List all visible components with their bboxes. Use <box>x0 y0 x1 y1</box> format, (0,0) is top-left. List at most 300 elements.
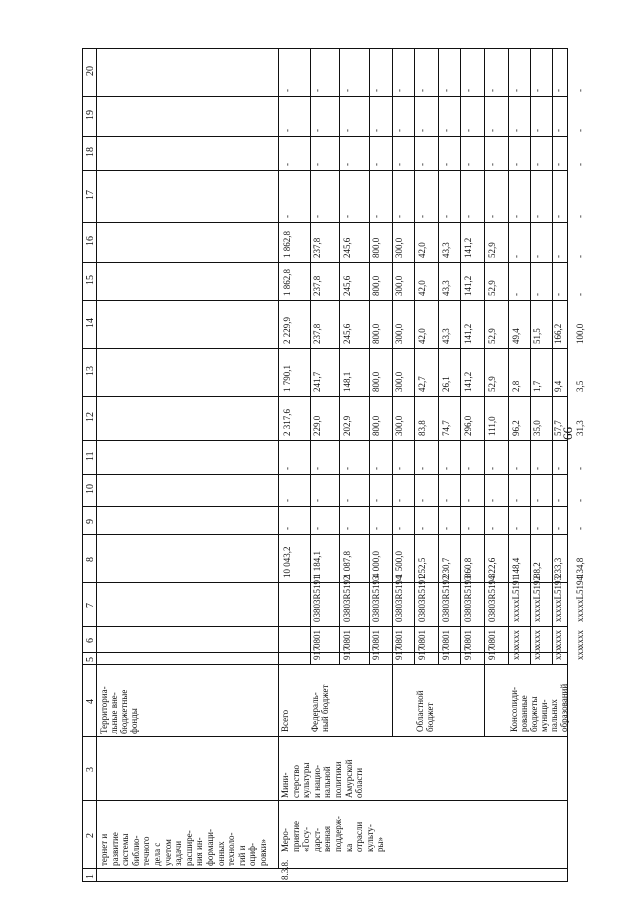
cell-c13: 300,0 <box>394 371 404 392</box>
cell-c19: - <box>394 129 404 132</box>
cell-c20: - <box>511 89 521 92</box>
cell-c17: - <box>417 215 427 218</box>
measure-col3-line: и нацио- <box>311 764 322 798</box>
cell-c5: 917 <box>342 646 352 660</box>
cell-c13: 2,8 <box>511 380 521 392</box>
cell-c12: 300,0 <box>394 415 404 436</box>
measure-col2-line: венная <box>322 826 333 852</box>
measure-col2-line: отрасли <box>354 821 365 852</box>
cell-c20: - <box>532 89 542 92</box>
cell-c6: xxxx <box>532 630 542 648</box>
cell-c17: - <box>371 215 381 218</box>
cell-c5: 917 <box>463 646 473 660</box>
column-separator <box>82 222 568 223</box>
top-block-col4-line: льные вне- <box>109 692 119 734</box>
measure-code: 8.3.8. <box>280 859 290 880</box>
cell-c8: 10 043,2 <box>282 546 292 578</box>
cell-c5: xxx <box>575 646 585 660</box>
cell-c11: - <box>487 467 497 470</box>
cell-c5: 917 <box>371 646 381 660</box>
column-number-19: 19 <box>85 110 96 120</box>
cell-c15: 42,0 <box>417 280 427 296</box>
column-number-7: 7 <box>85 603 96 608</box>
cell-c14: 2 229,9 <box>282 317 292 344</box>
cell-c10: - <box>417 499 427 502</box>
column-number-12: 12 <box>85 412 96 422</box>
cell-c6: 0801 <box>487 630 497 648</box>
cell-c15: 237,8 <box>312 275 322 296</box>
cell-c6: 0801 <box>441 630 451 648</box>
cell-c12: 83,8 <box>417 420 427 436</box>
cell-c8: 1 184,1 <box>312 551 322 578</box>
measure-col2-line: ка <box>343 843 354 852</box>
column-separator <box>82 262 568 263</box>
cell-c16: 141,2 <box>463 237 473 258</box>
row-label: пальных <box>549 699 559 732</box>
cell-c10: - <box>532 499 542 502</box>
row-separator <box>508 48 509 664</box>
cell-c6: 0801 <box>417 630 427 648</box>
cell-c14: 141,2 <box>463 323 473 344</box>
top-block-col2-line: формаци- <box>205 829 215 866</box>
column-separator <box>82 868 568 869</box>
cell-c10: - <box>511 499 521 502</box>
cell-c16: 237,8 <box>312 237 322 258</box>
cell-c9: - <box>532 527 542 530</box>
cell-c12: 2 317,6 <box>282 409 292 436</box>
cell-c17: - <box>441 215 451 218</box>
cell-c7: xxxxxL5192 <box>532 576 542 622</box>
cell-c6: xxxx <box>575 630 585 648</box>
cell-c17: - <box>282 215 292 218</box>
cell-c18: - <box>487 163 497 166</box>
top-block-col2-line: расшире- <box>183 830 194 866</box>
column-number-16: 16 <box>85 236 96 246</box>
column-separator <box>82 48 568 49</box>
cell-c14: 300,0 <box>394 323 404 344</box>
cell-c18: - <box>441 163 451 166</box>
cell-c16: 52,9 <box>487 242 497 258</box>
column-separator <box>82 300 568 301</box>
cell-c13: 800,0 <box>371 371 381 392</box>
cell-c13: 241,7 <box>312 371 322 392</box>
cell-c12: 111,0 <box>487 416 497 436</box>
column-separator <box>82 348 568 349</box>
cell-c15: 141,2 <box>463 275 473 296</box>
measure-col2-line: дарст- <box>311 828 322 852</box>
cell-c15: 800,0 <box>371 275 381 296</box>
cell-c11: - <box>532 467 542 470</box>
column-separator <box>82 96 568 97</box>
cell-c12: 96,2 <box>511 420 521 436</box>
column-separator <box>82 170 568 171</box>
cell-c13: 26,1 <box>441 376 451 392</box>
cell-c18: - <box>282 163 292 166</box>
measure-col2-line: «Госу- <box>301 826 312 852</box>
column-number-6: 6 <box>85 638 96 643</box>
cell-c5: 917 <box>417 646 427 660</box>
cell-c13: 1 790,1 <box>282 365 292 392</box>
row-label: муници- <box>539 699 549 732</box>
column-number-8: 8 <box>85 557 96 562</box>
row-separator <box>278 48 279 664</box>
cell-c9: - <box>282 527 292 530</box>
top-block-col4-line: Территориа- <box>99 686 109 734</box>
top-block-col4-line: бюджетные <box>119 689 129 734</box>
cell-c16: - <box>532 255 542 258</box>
cell-c7: 03803R5194 <box>394 575 404 622</box>
cell-c18: - <box>463 163 473 166</box>
cell-c6: xxxx <box>553 630 563 648</box>
top-block-col2-line: оциф- <box>247 843 258 866</box>
cell-c13: 3,5 <box>575 380 585 392</box>
row-separator <box>392 664 393 736</box>
row-label: рованные <box>519 695 529 732</box>
top-block-col2-line: задачи <box>173 840 184 866</box>
column-number-14: 14 <box>85 318 96 328</box>
top-block-col2-line: развитие <box>109 832 120 866</box>
cell-c18: - <box>417 163 427 166</box>
cell-c16: 43,3 <box>441 242 451 258</box>
cell-c14: 245,6 <box>342 323 352 344</box>
column-separator <box>82 800 568 801</box>
column-number-15: 15 <box>85 275 96 285</box>
cell-c9: - <box>371 527 381 530</box>
cell-c12: 202,9 <box>342 415 352 436</box>
cell-c14: 100,0 <box>575 323 585 344</box>
cell-c8: 88,2 <box>532 562 542 578</box>
cell-c5: xxx <box>532 646 542 660</box>
cell-c16: - <box>511 255 521 258</box>
column-number-17: 17 <box>85 190 96 200</box>
table-frame <box>82 48 568 882</box>
cell-c8: 322,6 <box>487 557 497 578</box>
cell-c17: - <box>511 215 521 218</box>
cell-c15: - <box>532 293 542 296</box>
cell-c12: 31,3 <box>575 420 585 436</box>
cell-c9: - <box>312 527 322 530</box>
row-separator <box>530 48 531 664</box>
cell-c11: - <box>394 467 404 470</box>
cell-c10: - <box>487 499 497 502</box>
cell-c20: - <box>441 89 451 92</box>
measure-col2-line: Меро- <box>280 828 290 852</box>
cell-c20: - <box>312 89 322 92</box>
measure-col3-line: культуры <box>301 762 312 798</box>
measure-col3-line: Мини- <box>280 772 290 798</box>
cell-c13: 42,7 <box>417 376 427 392</box>
column-separator <box>82 664 568 665</box>
cell-c10: - <box>441 499 451 502</box>
cell-c19: - <box>575 129 585 132</box>
cell-c15: - <box>553 293 563 296</box>
column-number-13: 13 <box>85 366 96 376</box>
cell-c20: - <box>553 89 563 92</box>
cell-c14: 51,5 <box>532 328 542 344</box>
cell-c14: 237,8 <box>312 323 322 344</box>
cell-c15: - <box>511 293 521 296</box>
cell-c20: - <box>282 89 292 92</box>
measure-col3-line: Амурской <box>343 759 354 798</box>
row-label: образований <box>559 683 569 732</box>
row-label: бюджет <box>425 702 435 732</box>
cell-c10: - <box>282 499 292 502</box>
measure-col3-line: нальной <box>322 766 333 798</box>
top-block-col2-line: ния ин- <box>194 837 205 866</box>
header-separator <box>96 48 97 882</box>
cell-c7: 03803R5194 <box>487 575 497 622</box>
row-separator <box>414 48 415 664</box>
cell-c18: - <box>342 163 352 166</box>
cell-c9: - <box>342 527 352 530</box>
cell-c5: xxx <box>553 646 563 660</box>
measure-col2-line: приятие <box>290 820 301 852</box>
cell-c15: 52,9 <box>487 280 497 296</box>
cell-c7: 03803R5192 <box>441 575 451 622</box>
cell-c11: - <box>511 467 521 470</box>
cell-c6: 0801 <box>463 630 473 648</box>
cell-c9: - <box>463 527 473 530</box>
cell-c8: 233,3 <box>553 557 563 578</box>
cell-c7: 03803R5193 <box>371 575 381 622</box>
cell-c19: - <box>371 129 381 132</box>
cell-c7: 03803R5193 <box>463 575 473 622</box>
cell-c5: 917 <box>394 646 404 660</box>
cell-c16: 300,0 <box>394 237 404 258</box>
measure-col2-line: культу- <box>364 824 375 852</box>
column-number-20: 20 <box>85 66 96 76</box>
cell-c17: - <box>312 215 322 218</box>
cell-c14: 42,0 <box>417 328 427 344</box>
cell-c12: 74,7 <box>441 420 451 436</box>
cell-c19: - <box>553 129 563 132</box>
row-label: Консолиди- <box>509 687 519 732</box>
cell-c19: - <box>282 129 292 132</box>
cell-c20: - <box>394 89 404 92</box>
column-separator <box>82 474 568 475</box>
cell-c9: - <box>575 527 585 530</box>
column-number-9: 9 <box>85 519 96 524</box>
cell-c15: 1 862,8 <box>282 269 292 296</box>
page-number: 66 <box>560 427 575 440</box>
cell-c7: xxxxxL5193 <box>553 576 563 622</box>
cell-c9: - <box>417 527 427 530</box>
cell-c8: 860,8 <box>463 557 473 578</box>
cell-c11: - <box>575 467 585 470</box>
cell-c16: 1 862,8 <box>282 231 292 258</box>
cell-c13: 1,7 <box>532 380 542 392</box>
top-block-col2-line: тернет и <box>99 833 109 866</box>
cell-c13: 9,4 <box>553 380 563 392</box>
cell-c9: - <box>553 527 563 530</box>
cell-c8: 1 500,0 <box>394 551 404 578</box>
cell-c17: - <box>553 215 563 218</box>
cell-c18: - <box>575 163 585 166</box>
cell-c20: - <box>463 89 473 92</box>
cell-c18: - <box>394 163 404 166</box>
column-number-4: 4 <box>85 699 96 704</box>
cell-c6: 0801 <box>342 630 352 648</box>
cell-c5: xxx <box>511 646 521 660</box>
column-separator <box>82 396 568 397</box>
row-label: Федераль- <box>310 692 320 732</box>
cell-c10: - <box>575 499 585 502</box>
cell-c19: - <box>441 129 451 132</box>
cell-c6: xxxx <box>511 630 521 648</box>
row-separator <box>460 48 461 664</box>
cell-c15: 245,6 <box>342 275 352 296</box>
cell-c9: - <box>487 527 497 530</box>
cell-c11: - <box>417 467 427 470</box>
cell-c10: - <box>553 499 563 502</box>
cell-c17: - <box>532 215 542 218</box>
top-block-col2-line: ровки» <box>258 839 268 866</box>
column-number-18: 18 <box>85 147 96 157</box>
top-block-col2-line: библио- <box>130 835 141 866</box>
cell-c13: 148,1 <box>342 371 352 392</box>
column-separator <box>82 136 568 137</box>
cell-c19: - <box>417 129 427 132</box>
column-number-5: 5 <box>85 657 96 662</box>
top-block-col2-line: гий и <box>236 845 247 866</box>
cell-c14: 800,0 <box>371 323 381 344</box>
cell-c20: - <box>487 89 497 92</box>
cell-c6: 0801 <box>394 630 404 648</box>
cell-c18: - <box>371 163 381 166</box>
cell-c7: 03803R5192 <box>342 575 352 622</box>
cell-c19: - <box>511 129 521 132</box>
cell-c8: 148,4 <box>511 557 521 578</box>
cell-c7: xxxxxL5191 <box>511 576 521 622</box>
cell-c20: - <box>575 89 585 92</box>
column-number-1: 1 <box>85 874 96 879</box>
cell-c12: 57,7 <box>553 420 563 436</box>
cell-c19: - <box>532 129 542 132</box>
cell-c6: 0801 <box>371 630 381 648</box>
measure-col3-line: области <box>354 767 365 798</box>
cell-c19: - <box>487 129 497 132</box>
cell-c10: - <box>342 499 352 502</box>
row-label: бюджеты <box>529 696 539 732</box>
row-separator <box>369 48 370 664</box>
cell-c12: 35,0 <box>532 420 542 436</box>
cell-c8: 134,8 <box>575 557 585 578</box>
top-block-col2-line: дела с <box>152 842 162 866</box>
measure-col2-line: поддерж- <box>333 816 343 852</box>
cell-c8: 252,5 <box>417 557 427 578</box>
cell-c13: 141,2 <box>463 371 473 392</box>
cell-c6: 0801 <box>312 630 322 648</box>
cell-c17: - <box>342 215 352 218</box>
cell-c18: - <box>532 163 542 166</box>
cell-c16: - <box>575 255 585 258</box>
row-separator <box>278 664 279 868</box>
cell-c9: - <box>441 527 451 530</box>
cell-c10: - <box>371 499 381 502</box>
row-separator <box>484 664 485 736</box>
cell-c19: - <box>463 129 473 132</box>
row-separator <box>339 48 340 664</box>
cell-c19: - <box>342 129 352 132</box>
cell-c18: - <box>312 163 322 166</box>
measure-col2-line: ры» <box>375 836 386 852</box>
cell-c20: - <box>417 89 427 92</box>
cell-c19: - <box>312 129 322 132</box>
cell-c11: - <box>312 467 322 470</box>
cell-c7: 03803R5191 <box>417 575 427 622</box>
cell-c15: 300,0 <box>394 275 404 296</box>
cell-c7: 03803R5191 <box>312 575 322 622</box>
row-separator <box>438 48 439 664</box>
cell-c12: 229,0 <box>312 415 322 436</box>
column-separator <box>82 736 568 737</box>
top-block-col4-line: фонды <box>129 708 139 734</box>
cell-c10: - <box>463 499 473 502</box>
cell-c16: 42,0 <box>417 242 427 258</box>
cell-c12: 800,0 <box>371 415 381 436</box>
cell-c14: 43,3 <box>441 328 451 344</box>
cell-c14: 52,9 <box>487 328 497 344</box>
cell-c10: - <box>394 499 404 502</box>
top-block-col2-line: учетом <box>162 839 173 866</box>
cell-c17: - <box>575 215 585 218</box>
cell-c18: - <box>511 163 521 166</box>
cell-c8: 230,7 <box>441 557 451 578</box>
cell-c17: - <box>463 215 473 218</box>
cell-c16: 800,0 <box>371 237 381 258</box>
measure-col3-line: стерство <box>290 764 301 798</box>
cell-c11: - <box>282 467 292 470</box>
cell-c11: - <box>463 467 473 470</box>
cell-c20: - <box>371 89 381 92</box>
cell-c10: - <box>312 499 322 502</box>
row-label: ный бюджет <box>320 684 330 732</box>
cell-c16: - <box>553 255 563 258</box>
cell-c8: 1 087,8 <box>342 551 352 578</box>
cell-c5: 917 <box>441 646 451 660</box>
measure-col3-line: политики <box>333 761 343 798</box>
cell-c14: 49,4 <box>511 328 521 344</box>
cell-c8: 4 000,0 <box>371 551 381 578</box>
row-separator <box>392 48 393 664</box>
row-separator <box>310 48 311 664</box>
cell-c16: 245,6 <box>342 237 352 258</box>
cell-c11: - <box>342 467 352 470</box>
cell-c14: 166,2 <box>553 323 563 344</box>
column-separator <box>82 506 568 507</box>
top-block-col2-line: техноло- <box>226 832 237 866</box>
column-separator <box>82 440 568 441</box>
row-separator <box>484 48 485 664</box>
cell-c12: 296,0 <box>463 415 473 436</box>
cell-c11: - <box>553 467 563 470</box>
row-label: Областной <box>415 690 425 732</box>
cell-c20: - <box>342 89 352 92</box>
cell-c5: 917 <box>487 646 497 660</box>
cell-c18: - <box>553 163 563 166</box>
column-separator <box>82 626 568 627</box>
cell-c5: 917 <box>312 646 322 660</box>
top-block-col2-line: системы <box>120 833 131 866</box>
row-label: Всего <box>280 709 290 732</box>
cell-c7: xxxxxL5194 <box>575 576 585 622</box>
column-number-11: 11 <box>85 451 96 461</box>
column-separator <box>82 534 568 535</box>
column-number-2: 2 <box>85 833 96 838</box>
cell-c11: - <box>371 467 381 470</box>
cell-c17: - <box>487 215 497 218</box>
cell-c15: 43,3 <box>441 280 451 296</box>
